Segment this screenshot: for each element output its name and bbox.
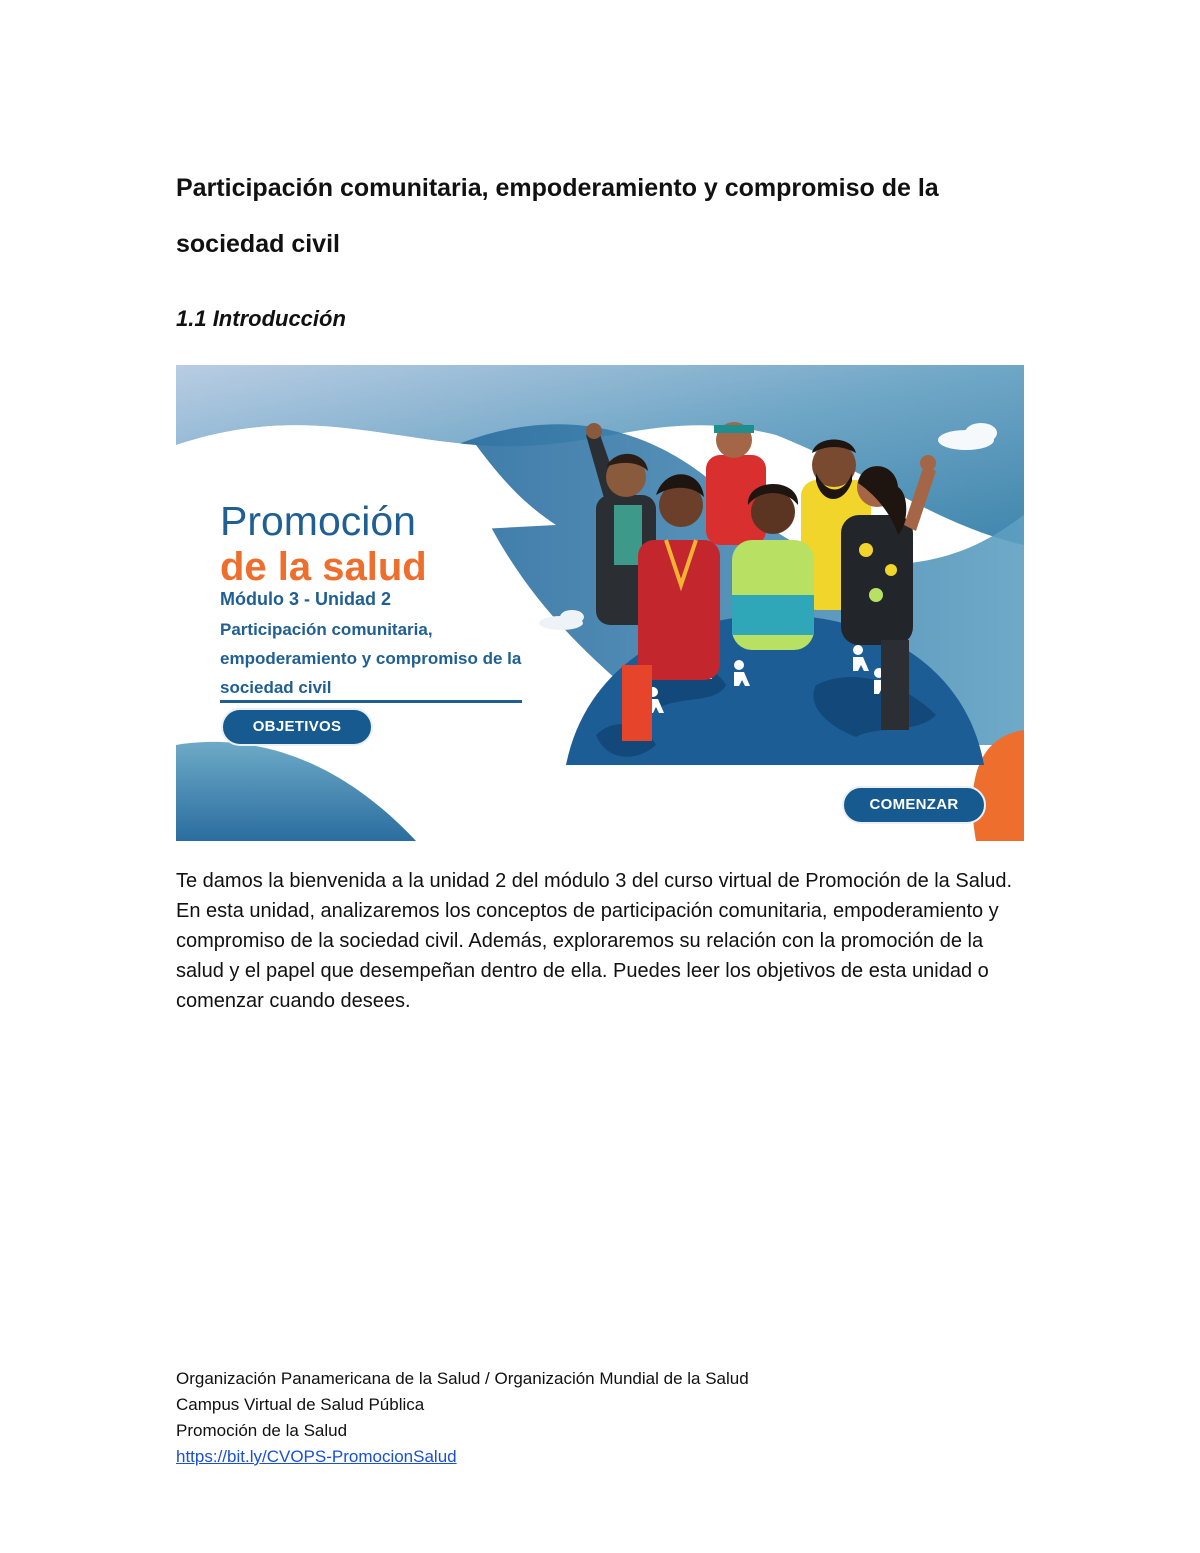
- banner-subtitle: de la salud: [220, 545, 427, 589]
- footer: [176, 1366, 976, 1470]
- corner-wave-left: [176, 742, 416, 841]
- intro-paragraph: Te damos la bienvenida a la unidad 2 del módulo 3 del curso virtual de Promoción de la Salud. En esta unidad, analizaremos los conceptos de participación comunitaria, empoderamiento y compromiso de la sociedad civil. Además, exploraremos su relación con la promoción de la salud y el papel que desempeñan dentro de ella. Puedes leer los objetivos de esta unidad o comenzar cuando desees.: [176, 870, 1013, 1012]
- banner-divider: [220, 700, 522, 703]
- footer-organization: Organización Panamericana de la Salud / Organización Mundial de la Salud: [176, 1369, 749, 1388]
- objetivos-button[interactable]: OBJETIVOS: [221, 708, 373, 746]
- banner-title: Promoción: [220, 498, 416, 544]
- document-title: Participación comunitaria, empoderamiento y compromiso de la sociedad civil: [176, 174, 939, 258]
- banner-unit-title: Participación comunitaria, empoderamiento y compromiso de la sociedad civil: [220, 620, 522, 697]
- footer-link[interactable]: https://bit.ly/CVOPS-PromocionSalud: [176, 1447, 457, 1466]
- footer-campus: Campus Virtual de Salud Pública: [176, 1395, 425, 1414]
- banner-module-label: Módulo 3 - Unidad 2: [220, 589, 391, 609]
- section-heading: 1.1 Introducción: [176, 306, 346, 331]
- corner-shape-right: [972, 730, 1024, 841]
- footer-course: Promoción de la Salud: [176, 1421, 348, 1440]
- comenzar-button[interactable]: COMENZAR: [842, 786, 986, 824]
- course-banner: [176, 365, 1024, 841]
